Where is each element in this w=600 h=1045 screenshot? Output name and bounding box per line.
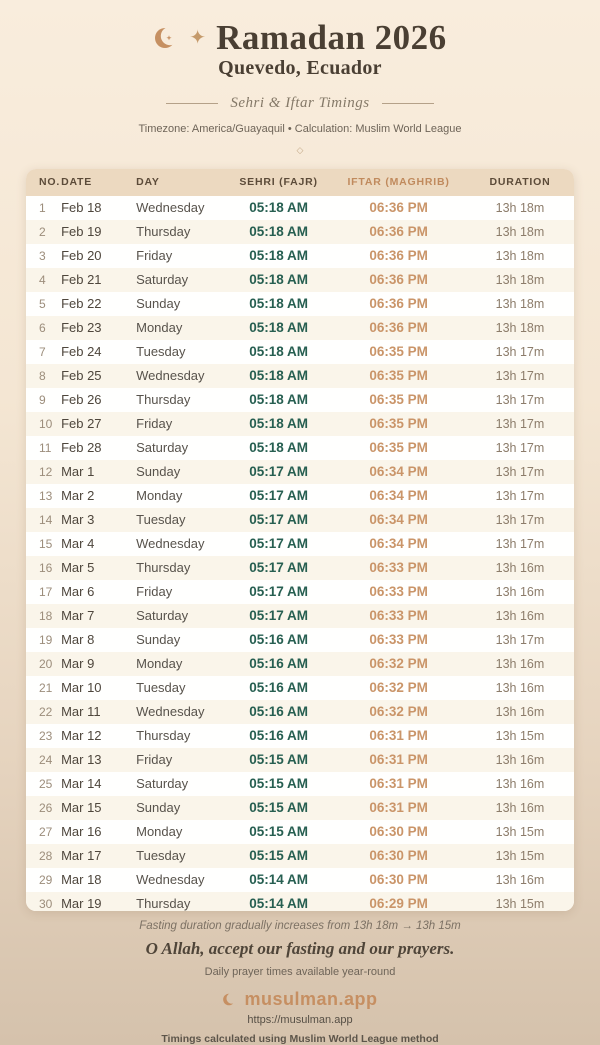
row-iftar-time: 06:31 PM <box>369 800 428 816</box>
row-number: 9 <box>39 392 46 407</box>
row-duration: 13h 17m <box>495 488 545 503</box>
table-row <box>26 532 574 556</box>
row-day: Saturday <box>136 608 189 624</box>
row-iftar-time: 06:32 PM <box>369 704 428 720</box>
col-header-date: DATE <box>61 169 136 196</box>
row-duration: 13h 17m <box>495 632 545 647</box>
row-sehri-time: 05:17 AM <box>249 560 308 576</box>
availability-note: Daily prayer times available year-round <box>204 966 396 978</box>
row-date: Feb 27 <box>61 416 102 432</box>
row-duration: 13h 17m <box>495 512 545 527</box>
row-number: 11 <box>39 440 52 455</box>
table-row <box>26 460 574 484</box>
row-sehri-time: 05:17 AM <box>249 584 308 600</box>
row-date: Mar 5 <box>61 560 95 576</box>
table-row <box>26 388 574 412</box>
row-duration: 13h 18m <box>495 296 545 311</box>
row-number: 15 <box>39 536 53 551</box>
timezone-calculation-label: Timezone: America/Guayaquil • Calculation: Muslim World League <box>138 122 462 135</box>
row-sehri-time: 05:17 AM <box>249 608 308 624</box>
row-number: 29 <box>39 872 53 887</box>
table-row <box>26 268 574 292</box>
col-header-no: NO. <box>26 169 61 196</box>
row-number: 19 <box>39 632 53 647</box>
row-sehri-time: 05:18 AM <box>249 272 308 288</box>
row-duration: 13h 18m <box>495 224 545 239</box>
row-date: Mar 7 <box>61 608 95 624</box>
row-sehri-time: 05:18 AM <box>249 320 308 336</box>
row-sehri-time: 05:14 AM <box>249 872 308 888</box>
row-date: Mar 1 <box>61 464 95 480</box>
row-date: Feb 26 <box>61 392 102 408</box>
row-duration: 13h 18m <box>495 320 545 335</box>
table-header-row <box>26 169 574 196</box>
row-day: Thursday <box>136 224 191 240</box>
table-row <box>26 772 574 796</box>
row-sehri-time: 05:16 AM <box>249 632 308 648</box>
table-row <box>26 868 574 892</box>
diamond-separator-icon: ◇ <box>296 144 304 155</box>
row-iftar-time: 06:36 PM <box>369 224 428 240</box>
row-day: Sunday <box>136 632 181 648</box>
row-number: 16 <box>39 560 53 575</box>
row-duration: 13h 16m <box>495 584 545 599</box>
row-duration: 13h 17m <box>495 416 545 431</box>
row-day: Monday <box>136 824 183 840</box>
row-iftar-time: 06:33 PM <box>369 608 428 624</box>
timings-table <box>26 169 574 911</box>
table-row <box>26 412 574 436</box>
row-iftar-time: 06:30 PM <box>369 872 428 888</box>
table-row <box>26 676 574 700</box>
row-day: Sunday <box>136 296 181 312</box>
row-day: Saturday <box>136 776 189 792</box>
row-date: Mar 11 <box>61 704 101 720</box>
row-iftar-time: 06:29 PM <box>369 896 428 911</box>
row-iftar-time: 06:33 PM <box>369 632 428 648</box>
table-row <box>26 892 574 911</box>
row-iftar-time: 06:35 PM <box>369 440 428 456</box>
row-number: 18 <box>39 608 53 623</box>
col-header-iftar: IFTAR (MAGHRIB) <box>331 169 466 196</box>
table-row <box>26 244 574 268</box>
row-number: 14 <box>39 512 53 527</box>
row-day: Friday <box>136 248 173 264</box>
table-row <box>26 292 574 316</box>
row-sehri-time: 05:18 AM <box>249 296 308 312</box>
row-duration: 13h 16m <box>495 560 545 575</box>
row-date: Mar 19 <box>61 896 102 911</box>
row-day: Thursday <box>136 392 191 408</box>
table-row <box>26 364 574 388</box>
row-duration: 13h 17m <box>495 344 545 359</box>
row-number: 20 <box>39 656 53 671</box>
row-duration: 13h 17m <box>495 368 545 383</box>
row-sehri-time: 05:18 AM <box>249 344 308 360</box>
row-number: 22 <box>39 704 53 719</box>
row-number: 26 <box>39 800 53 815</box>
row-duration: 13h 16m <box>495 656 545 671</box>
row-number: 6 <box>39 320 46 335</box>
row-day: Thursday <box>136 896 191 911</box>
row-date: Feb 28 <box>61 440 102 456</box>
row-date: Mar 10 <box>61 680 102 696</box>
table-row <box>26 508 574 532</box>
row-sehri-time: 05:18 AM <box>249 392 308 408</box>
row-iftar-time: 06:30 PM <box>369 848 428 864</box>
timings-table-body <box>26 196 574 911</box>
row-sehri-time: 05:15 AM <box>249 824 308 840</box>
row-sehri-time: 05:15 AM <box>249 752 308 768</box>
row-sehri-time: 05:15 AM <box>249 800 308 816</box>
row-iftar-time: 06:36 PM <box>369 272 428 288</box>
row-iftar-time: 06:35 PM <box>369 368 428 384</box>
row-date: Feb 20 <box>61 248 102 264</box>
row-iftar-time: 06:36 PM <box>369 320 428 336</box>
row-day: Monday <box>136 320 183 336</box>
row-duration: 13h 18m <box>495 272 545 287</box>
row-number: 13 <box>39 488 53 503</box>
row-date: Mar 8 <box>61 632 95 648</box>
row-iftar-time: 06:35 PM <box>369 416 428 432</box>
table-row <box>26 436 574 460</box>
row-duration: 13h 16m <box>495 872 545 887</box>
row-duration: 13h 17m <box>495 440 545 455</box>
row-iftar-time: 06:32 PM <box>369 656 428 672</box>
table-row <box>26 604 574 628</box>
table-row <box>26 820 574 844</box>
table-row <box>26 700 574 724</box>
row-day: Wednesday <box>136 704 205 720</box>
row-number: 24 <box>39 752 53 767</box>
row-date: Feb 23 <box>61 320 102 336</box>
table-row <box>26 844 574 868</box>
row-number: 30 <box>39 896 53 911</box>
crescent-moon-icon <box>153 25 179 51</box>
row-number: 23 <box>39 728 53 743</box>
row-number: 3 <box>39 248 46 263</box>
table-row <box>26 556 574 580</box>
row-date: Feb 21 <box>61 272 102 288</box>
row-day: Friday <box>136 416 173 432</box>
row-day: Sunday <box>136 800 181 816</box>
row-number: 21 <box>39 680 53 695</box>
table-row <box>26 628 574 652</box>
row-day: Thursday <box>136 560 191 576</box>
row-number: 2 <box>39 224 46 239</box>
row-day: Wednesday <box>136 536 205 552</box>
row-duration: 13h 16m <box>495 680 545 695</box>
row-sehri-time: 05:18 AM <box>249 368 308 384</box>
row-date: Mar 12 <box>61 728 102 744</box>
row-day: Saturday <box>136 272 189 288</box>
row-sehri-time: 05:18 AM <box>249 416 308 432</box>
row-date: Mar 13 <box>61 752 102 768</box>
row-duration: 13h 18m <box>495 248 545 263</box>
row-date: Mar 2 <box>61 488 95 504</box>
row-date: Mar 4 <box>61 536 95 552</box>
table-row <box>26 220 574 244</box>
row-day: Thursday <box>136 728 191 744</box>
row-iftar-time: 06:31 PM <box>369 728 428 744</box>
row-sehri-time: 05:15 AM <box>249 776 308 792</box>
row-duration: 13h 15m <box>495 824 545 839</box>
row-day: Sunday <box>136 464 181 480</box>
brand-crescent-icon <box>222 992 237 1007</box>
row-duration: 13h 15m <box>495 848 545 863</box>
row-iftar-time: 06:31 PM <box>369 776 428 792</box>
row-duration: 13h 15m <box>495 728 545 743</box>
subtitle-row <box>166 95 433 112</box>
row-iftar-time: 06:36 PM <box>369 200 428 216</box>
row-sehri-time: 05:18 AM <box>249 440 308 456</box>
table-row <box>26 484 574 508</box>
row-date: Feb 18 <box>61 200 102 216</box>
page-title: Ramadan 2026 <box>216 18 447 57</box>
col-header-sehri: SEHRI (FAJR) <box>226 169 331 196</box>
row-number: 5 <box>39 296 46 311</box>
row-number: 4 <box>39 272 46 287</box>
row-iftar-time: 06:35 PM <box>369 344 428 360</box>
timings-table-card <box>26 169 574 911</box>
row-number: 17 <box>39 584 53 599</box>
row-sehri-time: 05:18 AM <box>249 248 308 264</box>
row-day: Tuesday <box>136 512 186 528</box>
row-number: 10 <box>39 416 53 431</box>
row-sehri-time: 05:16 AM <box>249 680 308 696</box>
row-number: 25 <box>39 776 53 791</box>
row-date: Mar 16 <box>61 824 102 840</box>
row-day: Tuesday <box>136 344 186 360</box>
table-row <box>26 316 574 340</box>
row-number: 28 <box>39 848 53 863</box>
table-row <box>26 796 574 820</box>
row-iftar-time: 06:31 PM <box>369 752 428 768</box>
location-label: Quevedo, Ecuador <box>218 56 382 79</box>
row-sehri-time: 05:16 AM <box>249 704 308 720</box>
row-sehri-time: 05:18 AM <box>249 200 308 216</box>
row-duration: 13h 17m <box>495 536 545 551</box>
row-number: 7 <box>39 344 46 359</box>
row-number: 12 <box>39 464 53 479</box>
row-iftar-time: 06:36 PM <box>369 296 428 312</box>
brand-name: musulman.app <box>244 989 378 1009</box>
duration-trend-note: Fasting duration gradually increases from 13h 18m → 13h 15m <box>139 920 461 932</box>
sparkle-icon: ✦ <box>189 27 207 50</box>
row-date: Feb 22 <box>61 296 102 312</box>
row-duration: 13h 16m <box>495 608 545 623</box>
row-day: Friday <box>136 584 173 600</box>
row-number: 1 <box>39 200 46 215</box>
row-number: 27 <box>39 824 53 839</box>
row-duration: 13h 16m <box>495 704 545 719</box>
subtitle-label: Sehri & Iftar Timings <box>230 94 370 111</box>
table-row <box>26 580 574 604</box>
row-sehri-time: 05:15 AM <box>249 848 308 864</box>
calculation-method-note: Timings calculated using Muslim World League method <box>161 1033 439 1045</box>
table-row <box>26 724 574 748</box>
row-date: Feb 19 <box>61 224 102 240</box>
row-number: 8 <box>39 368 46 383</box>
row-iftar-time: 06:33 PM <box>369 560 428 576</box>
row-sehri-time: 05:16 AM <box>249 728 308 744</box>
row-sehri-time: 05:18 AM <box>249 224 308 240</box>
table-row <box>26 340 574 364</box>
row-iftar-time: 06:33 PM <box>369 584 428 600</box>
row-sehri-time: 05:17 AM <box>249 512 308 528</box>
row-day: Monday <box>136 488 183 504</box>
row-day: Wednesday <box>136 200 205 216</box>
row-duration: 13h 17m <box>495 392 545 407</box>
row-date: Mar 9 <box>61 656 95 672</box>
row-day: Friday <box>136 752 173 768</box>
row-date: Mar 17 <box>61 848 102 864</box>
row-sehri-time: 05:17 AM <box>249 488 308 504</box>
row-day: Saturday <box>136 440 189 456</box>
brand-row <box>222 989 377 1010</box>
row-iftar-time: 06:30 PM <box>369 824 428 840</box>
row-iftar-time: 06:36 PM <box>369 248 428 264</box>
row-day: Wednesday <box>136 368 205 384</box>
row-duration: 13h 16m <box>495 800 545 815</box>
row-duration: 13h 16m <box>495 776 545 791</box>
row-iftar-time: 06:34 PM <box>369 536 428 552</box>
row-day: Tuesday <box>136 848 186 864</box>
table-row <box>26 748 574 772</box>
row-iftar-time: 06:32 PM <box>369 680 428 696</box>
divider-line-left <box>166 103 218 104</box>
page-header <box>153 20 446 57</box>
divider-line-right <box>382 103 434 104</box>
row-iftar-time: 06:34 PM <box>369 488 428 504</box>
dua-text: O Allah, accept our fasting and our prayers. <box>145 939 455 958</box>
row-sehri-time: 05:14 AM <box>249 896 308 911</box>
row-sehri-time: 05:17 AM <box>249 464 308 480</box>
col-header-duration: DURATION <box>466 169 574 196</box>
row-date: Feb 24 <box>61 344 102 360</box>
row-day: Monday <box>136 656 183 672</box>
row-sehri-time: 05:17 AM <box>249 536 308 552</box>
row-date: Mar 18 <box>61 872 102 888</box>
row-date: Mar 3 <box>61 512 95 528</box>
row-duration: 13h 18m <box>495 200 545 215</box>
row-iftar-time: 06:34 PM <box>369 464 428 480</box>
row-duration: 13h 15m <box>495 896 545 911</box>
col-header-day: DAY <box>136 169 226 196</box>
row-date: Feb 25 <box>61 368 102 384</box>
row-date: Mar 6 <box>61 584 95 600</box>
row-sehri-time: 05:16 AM <box>249 656 308 672</box>
brand-url-link[interactable]: https://musulman.app <box>247 1014 353 1026</box>
row-duration: 13h 16m <box>495 752 545 767</box>
row-iftar-time: 06:34 PM <box>369 512 428 528</box>
row-date: Mar 15 <box>61 800 102 816</box>
table-row <box>26 652 574 676</box>
row-date: Mar 14 <box>61 776 102 792</box>
row-iftar-time: 06:35 PM <box>369 392 428 408</box>
table-row <box>26 196 574 220</box>
row-day: Tuesday <box>136 680 186 696</box>
row-day: Wednesday <box>136 872 205 888</box>
row-duration: 13h 17m <box>495 464 545 479</box>
